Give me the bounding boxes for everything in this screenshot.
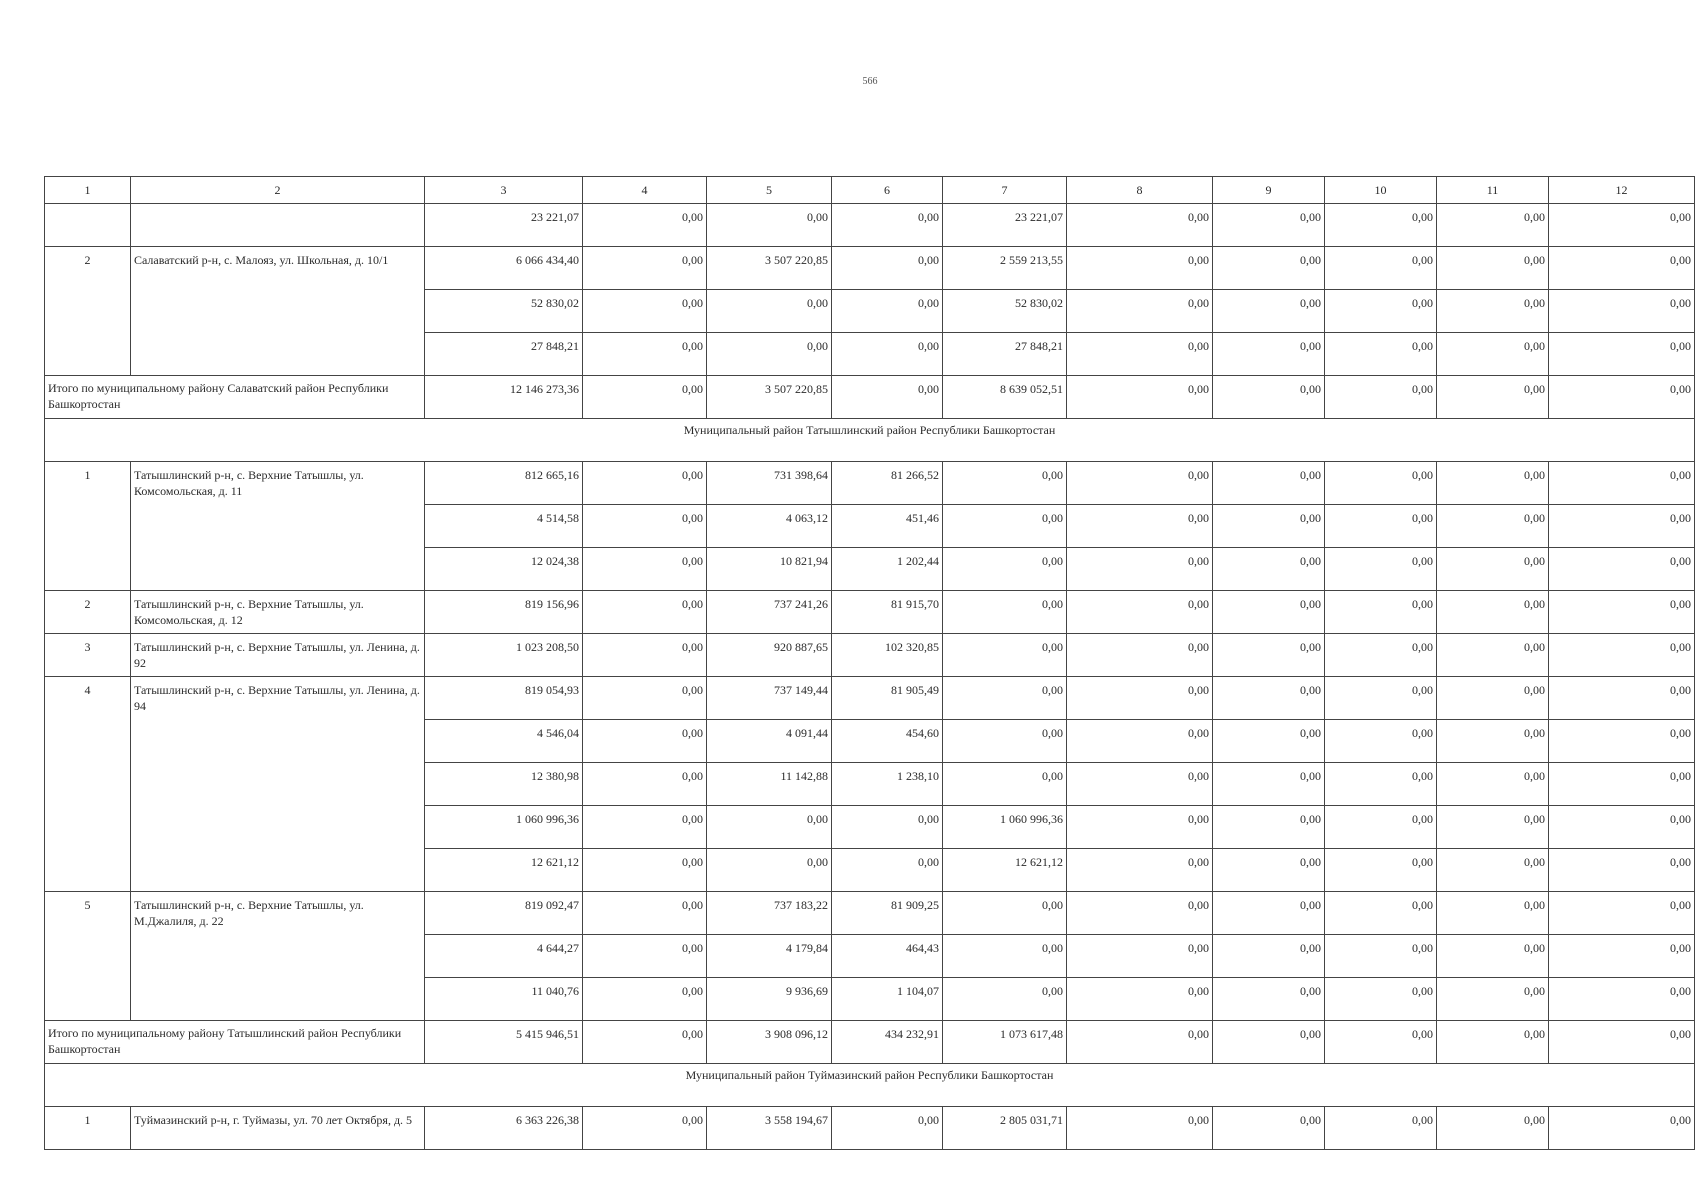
column-header: 7 (943, 177, 1067, 204)
amount-cell: 0,00 (1213, 849, 1325, 892)
table-row (45, 247, 1695, 290)
amount-cell: 0,00 (943, 634, 1067, 677)
amount-cell: 5 415 946,51 (425, 1021, 583, 1064)
row-number: 3 (45, 634, 131, 677)
amount-cell: 102 320,85 (832, 634, 943, 677)
amount-cell: 0,00 (1549, 505, 1695, 548)
column-header: 12 (1549, 177, 1695, 204)
amount-cell: 0,00 (1067, 204, 1213, 247)
amount-cell: 0,00 (1067, 548, 1213, 591)
amount-cell: 2 805 031,71 (943, 1107, 1067, 1150)
amount-cell: 0,00 (1213, 892, 1325, 935)
amount-cell: 0,00 (943, 505, 1067, 548)
total-row (45, 1021, 1695, 1064)
amount-cell: 0,00 (1213, 720, 1325, 763)
row-number: 1 (45, 462, 131, 591)
amount-cell: 0,00 (1325, 333, 1437, 376)
amount-cell: 0,00 (1437, 1021, 1549, 1064)
section-header-row (45, 1064, 1695, 1107)
amount-cell: 0,00 (1549, 591, 1695, 634)
amount-cell: 12 621,12 (943, 849, 1067, 892)
amount-cell: 1 104,07 (832, 978, 943, 1021)
amount-cell: 1 073 617,48 (943, 1021, 1067, 1064)
amount-cell: 0,00 (1325, 290, 1437, 333)
amount-cell: 0,00 (583, 376, 707, 419)
column-header: 5 (707, 177, 832, 204)
amount-cell: 0,00 (1437, 935, 1549, 978)
amount-cell: 3 558 194,67 (707, 1107, 832, 1150)
amount-cell: 0,00 (1325, 634, 1437, 677)
amount-cell: 0,00 (583, 204, 707, 247)
amount-cell: 0,00 (583, 290, 707, 333)
total-row (45, 376, 1695, 419)
amount-cell: 0,00 (1437, 806, 1549, 849)
column-header: 9 (1213, 177, 1325, 204)
amount-cell: 0,00 (1213, 677, 1325, 720)
amount-cell: 52 830,02 (425, 290, 583, 333)
amount-cell: 0,00 (583, 591, 707, 634)
amount-cell: 4 644,27 (425, 935, 583, 978)
amount-cell: 0,00 (1067, 333, 1213, 376)
amount-cell: 0,00 (1437, 849, 1549, 892)
amount-cell: 0,00 (943, 935, 1067, 978)
address-cell: Салаватский р-н, с. Малояз, ул. Школьная, д. 10/1 (131, 247, 425, 376)
amount-cell: 12 380,98 (425, 763, 583, 806)
amount-cell: 0,00 (1067, 376, 1213, 419)
column-header: 6 (832, 177, 943, 204)
amount-cell: 0,00 (1549, 1107, 1695, 1150)
column-header: 2 (131, 177, 425, 204)
amount-cell: 0,00 (943, 892, 1067, 935)
amount-cell: 0,00 (1437, 376, 1549, 419)
amount-cell: 0,00 (1437, 1107, 1549, 1150)
amount-cell: 0,00 (1549, 376, 1695, 419)
table-row (45, 462, 1695, 505)
amount-cell: 731 398,64 (707, 462, 832, 505)
amount-cell: 0,00 (1213, 1107, 1325, 1150)
table-row (45, 591, 1695, 634)
amount-cell: 0,00 (583, 935, 707, 978)
column-header: 1 (45, 177, 131, 204)
row-number: 2 (45, 247, 131, 376)
amount-cell: 0,00 (1325, 892, 1437, 935)
amount-cell: 0,00 (1067, 978, 1213, 1021)
amount-cell: 0,00 (1213, 548, 1325, 591)
amount-cell: 0,00 (1437, 505, 1549, 548)
address-cell: Татышлинский р-н, с. Верхние Татышлы, ул. Ленина, д. 94 (131, 677, 425, 892)
amount-cell: 0,00 (1067, 505, 1213, 548)
amount-cell: 1 060 996,36 (943, 806, 1067, 849)
amount-cell: 81 909,25 (832, 892, 943, 935)
amount-cell: 464,43 (832, 935, 943, 978)
amount-cell: 0,00 (1325, 204, 1437, 247)
amount-cell: 0,00 (1549, 290, 1695, 333)
amount-cell: 0,00 (1067, 1107, 1213, 1150)
amount-cell: 0,00 (943, 548, 1067, 591)
total-label: Итого по муниципальному району Салаватский район Республики Башкортостан (45, 376, 425, 419)
table-row (45, 634, 1695, 677)
amount-cell: 0,00 (1213, 376, 1325, 419)
amount-cell: 0,00 (583, 548, 707, 591)
amount-cell: 0,00 (707, 333, 832, 376)
amount-cell: 4 091,44 (707, 720, 832, 763)
amount-cell: 4 063,12 (707, 505, 832, 548)
amount-cell: 819 092,47 (425, 892, 583, 935)
amount-cell: 0,00 (1437, 591, 1549, 634)
amount-cell: 0,00 (1437, 720, 1549, 763)
amount-cell: 0,00 (1213, 462, 1325, 505)
amount-cell: 0,00 (1067, 290, 1213, 333)
section-title: Муниципальный район Татышлинский район Республики Башкортостан (45, 419, 1695, 462)
amount-cell: 11 040,76 (425, 978, 583, 1021)
amount-cell: 0,00 (583, 462, 707, 505)
amount-cell: 0,00 (1325, 591, 1437, 634)
amount-cell: 0,00 (1437, 978, 1549, 1021)
amount-cell: 0,00 (583, 806, 707, 849)
amount-cell: 0,00 (832, 204, 943, 247)
amount-cell: 0,00 (1067, 677, 1213, 720)
amount-cell: 0,00 (1213, 247, 1325, 290)
amount-cell: 3 908 096,12 (707, 1021, 832, 1064)
amount-cell: 0,00 (1325, 1107, 1437, 1150)
amount-cell: 0,00 (1067, 892, 1213, 935)
amount-cell: 0,00 (583, 978, 707, 1021)
amount-cell: 0,00 (1549, 247, 1695, 290)
section-title: Муниципальный район Туймазинский район Республики Башкортостан (45, 1064, 1695, 1107)
amount-cell: 4 546,04 (425, 720, 583, 763)
amount-cell: 0,00 (1325, 677, 1437, 720)
page-number: 566 (862, 76, 878, 87)
amount-cell: 0,00 (1213, 1021, 1325, 1064)
amount-cell: 0,00 (1549, 333, 1695, 376)
amount-cell: 27 848,21 (425, 333, 583, 376)
amount-cell: 0,00 (1549, 892, 1695, 935)
address-cell (131, 204, 425, 247)
amount-cell: 0,00 (832, 806, 943, 849)
amount-cell: 12 621,12 (425, 849, 583, 892)
amount-cell: 0,00 (1067, 720, 1213, 763)
amount-cell: 0,00 (1213, 806, 1325, 849)
address-cell: Туймазинский р-н, г. Туймазы, ул. 70 лет Октября, д. 5 (131, 1107, 425, 1150)
amount-cell: 0,00 (1325, 376, 1437, 419)
address-cell: Татышлинский р-н, с. Верхние Татышлы, ул. Комсомольская, д. 12 (131, 591, 425, 634)
amount-cell: 0,00 (1213, 333, 1325, 376)
amount-cell: 0,00 (1549, 204, 1695, 247)
table-body (45, 204, 1695, 1150)
amount-cell: 737 149,44 (707, 677, 832, 720)
amount-cell: 0,00 (1549, 677, 1695, 720)
amount-cell: 0,00 (1067, 806, 1213, 849)
amount-cell: 0,00 (583, 1107, 707, 1150)
amount-cell: 0,00 (1325, 935, 1437, 978)
amount-cell: 737 183,22 (707, 892, 832, 935)
amount-cell: 1 060 996,36 (425, 806, 583, 849)
table-row (45, 204, 1695, 247)
amount-cell: 11 142,88 (707, 763, 832, 806)
amount-cell: 0,00 (1067, 935, 1213, 978)
amount-cell: 0,00 (583, 720, 707, 763)
amount-cell: 3 507 220,85 (707, 376, 832, 419)
amount-cell: 3 507 220,85 (707, 247, 832, 290)
amount-cell: 0,00 (943, 591, 1067, 634)
amount-cell: 0,00 (707, 806, 832, 849)
amount-cell: 819 054,93 (425, 677, 583, 720)
amount-cell: 0,00 (1549, 763, 1695, 806)
amount-cell: 0,00 (1437, 763, 1549, 806)
amount-cell: 0,00 (1437, 204, 1549, 247)
amount-cell: 0,00 (1549, 849, 1695, 892)
amount-cell: 0,00 (583, 505, 707, 548)
amount-cell: 0,00 (1067, 634, 1213, 677)
amount-cell: 434 232,91 (832, 1021, 943, 1064)
amount-cell: 1 023 208,50 (425, 634, 583, 677)
table-row (45, 1107, 1695, 1150)
amount-cell: 0,00 (1067, 247, 1213, 290)
amount-cell: 6 363 226,38 (425, 1107, 583, 1150)
amount-cell: 0,00 (943, 978, 1067, 1021)
amount-cell: 2 559 213,55 (943, 247, 1067, 290)
amount-cell: 0,00 (583, 892, 707, 935)
amount-cell: 0,00 (943, 462, 1067, 505)
amount-cell: 737 241,26 (707, 591, 832, 634)
amount-cell: 0,00 (583, 333, 707, 376)
address-cell: Татышлинский р-н, с. Верхние Татышлы, ул. Комсомольская, д. 11 (131, 462, 425, 591)
row-number: 5 (45, 892, 131, 1021)
amount-cell: 0,00 (1067, 462, 1213, 505)
amount-cell: 0,00 (832, 247, 943, 290)
amount-cell: 0,00 (1325, 505, 1437, 548)
amount-cell: 0,00 (1067, 763, 1213, 806)
amount-cell: 0,00 (1549, 978, 1695, 1021)
amount-cell: 0,00 (1437, 892, 1549, 935)
amount-cell: 4 514,58 (425, 505, 583, 548)
section-header-row (45, 419, 1695, 462)
amount-cell: 0,00 (1437, 677, 1549, 720)
amount-cell: 0,00 (832, 849, 943, 892)
row-number: 1 (45, 1107, 131, 1150)
amount-cell: 819 156,96 (425, 591, 583, 634)
row-number: 2 (45, 591, 131, 634)
amount-cell: 4 179,84 (707, 935, 832, 978)
amount-cell: 0,00 (707, 849, 832, 892)
amount-cell: 0,00 (1549, 634, 1695, 677)
amount-cell: 0,00 (1325, 548, 1437, 591)
column-header: 8 (1067, 177, 1213, 204)
amount-cell: 12 024,38 (425, 548, 583, 591)
amount-cell: 451,46 (832, 505, 943, 548)
amount-cell: 12 146 273,36 (425, 376, 583, 419)
amount-cell: 0,00 (1213, 204, 1325, 247)
amount-cell: 0,00 (1437, 333, 1549, 376)
row-number: 4 (45, 677, 131, 892)
table-row (45, 892, 1695, 935)
amount-cell: 8 639 052,51 (943, 376, 1067, 419)
amount-cell: 0,00 (1213, 935, 1325, 978)
amount-cell: 0,00 (583, 247, 707, 290)
amount-cell: 0,00 (1549, 720, 1695, 763)
amount-cell: 0,00 (943, 763, 1067, 806)
amount-cell: 0,00 (1549, 935, 1695, 978)
amount-cell: 0,00 (1549, 548, 1695, 591)
amount-cell: 0,00 (1325, 720, 1437, 763)
amount-cell: 1 238,10 (832, 763, 943, 806)
amount-cell: 0,00 (1325, 978, 1437, 1021)
amount-cell: 0,00 (832, 376, 943, 419)
amount-cell: 0,00 (1437, 290, 1549, 333)
column-header: 11 (1437, 177, 1549, 204)
amount-cell: 0,00 (1325, 247, 1437, 290)
amount-cell: 0,00 (943, 720, 1067, 763)
amount-cell: 0,00 (1549, 462, 1695, 505)
amount-cell: 0,00 (1325, 849, 1437, 892)
amount-cell: 0,00 (1213, 978, 1325, 1021)
data-table (44, 176, 1695, 1150)
amount-cell: 0,00 (1213, 634, 1325, 677)
amount-cell: 0,00 (1325, 1021, 1437, 1064)
amount-cell: 27 848,21 (943, 333, 1067, 376)
amount-cell: 0,00 (583, 1021, 707, 1064)
column-number-row (45, 177, 1695, 204)
amount-cell: 812 665,16 (425, 462, 583, 505)
amount-cell: 0,00 (1067, 1021, 1213, 1064)
amount-cell: 81 905,49 (832, 677, 943, 720)
amount-cell: 0,00 (1437, 548, 1549, 591)
row-number (45, 204, 131, 247)
total-label: Итого по муниципальному району Татышлинский район Республики Башкортостан (45, 1021, 425, 1064)
amount-cell: 23 221,07 (425, 204, 583, 247)
amount-cell: 0,00 (832, 333, 943, 376)
amount-cell: 0,00 (583, 677, 707, 720)
amount-cell: 920 887,65 (707, 634, 832, 677)
amount-cell: 6 066 434,40 (425, 247, 583, 290)
amount-cell: 454,60 (832, 720, 943, 763)
column-header: 4 (583, 177, 707, 204)
amount-cell: 0,00 (1437, 247, 1549, 290)
amount-cell: 0,00 (583, 763, 707, 806)
amount-cell: 0,00 (1325, 763, 1437, 806)
amount-cell: 10 821,94 (707, 548, 832, 591)
amount-cell: 23 221,07 (943, 204, 1067, 247)
amount-cell: 0,00 (832, 1107, 943, 1150)
amount-cell: 0,00 (1549, 806, 1695, 849)
amount-cell: 0,00 (1067, 591, 1213, 634)
amount-cell: 0,00 (943, 677, 1067, 720)
amount-cell: 0,00 (1437, 634, 1549, 677)
amount-cell: 81 266,52 (832, 462, 943, 505)
column-header: 3 (425, 177, 583, 204)
amount-cell: 0,00 (1437, 462, 1549, 505)
amount-cell: 0,00 (1213, 290, 1325, 333)
table-row (45, 677, 1695, 720)
amount-cell: 0,00 (1213, 505, 1325, 548)
amount-cell: 9 936,69 (707, 978, 832, 1021)
amount-cell: 0,00 (1325, 462, 1437, 505)
column-header: 10 (1325, 177, 1437, 204)
amount-cell: 0,00 (1213, 591, 1325, 634)
amount-cell: 0,00 (707, 204, 832, 247)
amount-cell: 0,00 (583, 634, 707, 677)
address-cell: Татышлинский р-н, с. Верхние Татышлы, ул. Ленина, д. 92 (131, 634, 425, 677)
amount-cell: 1 202,44 (832, 548, 943, 591)
address-cell: Татышлинский р-н, с. Верхние Татышлы, ул. М.Джалиля, д. 22 (131, 892, 425, 1021)
amount-cell: 0,00 (1325, 806, 1437, 849)
amount-cell: 0,00 (1067, 849, 1213, 892)
amount-cell: 81 915,70 (832, 591, 943, 634)
amount-cell: 0,00 (583, 849, 707, 892)
amount-cell: 0,00 (832, 290, 943, 333)
amount-cell: 52 830,02 (943, 290, 1067, 333)
amount-cell: 0,00 (1213, 763, 1325, 806)
amount-cell: 0,00 (1549, 1021, 1695, 1064)
amount-cell: 0,00 (707, 290, 832, 333)
